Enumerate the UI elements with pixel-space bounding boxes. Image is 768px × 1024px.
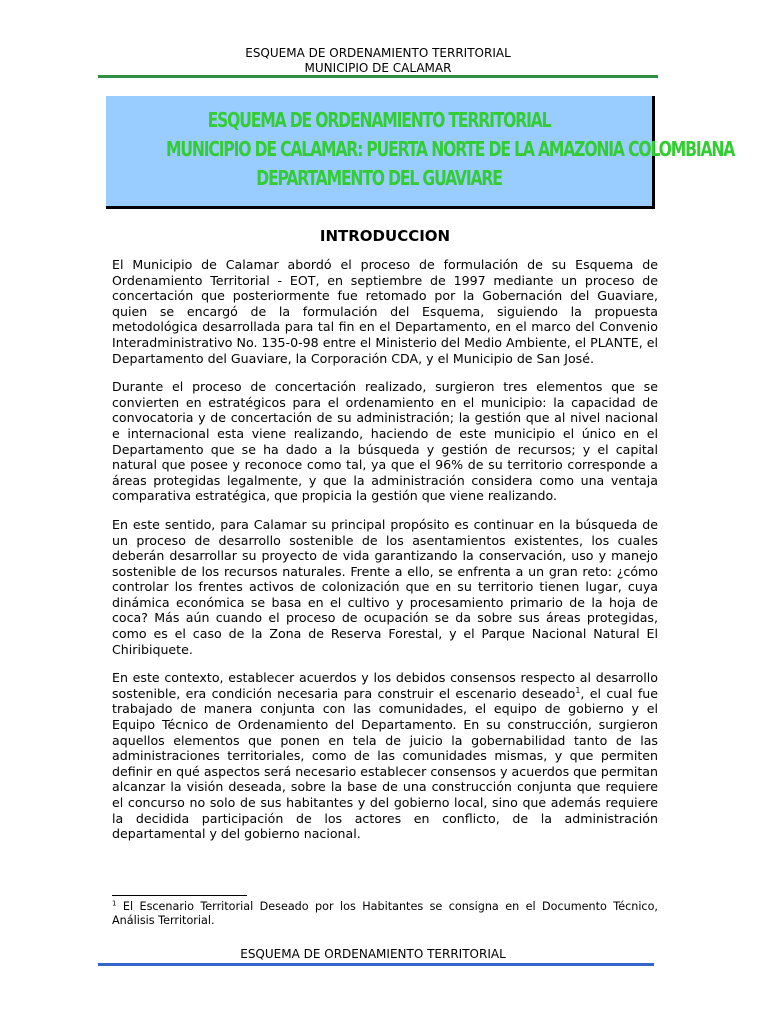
header-line-2: MUNICIPIO DE CALAMAR — [304, 61, 452, 75]
paragraph-2: Durante el proceso de concertación realizado, surgieron tres elementos que se convierten en estratégicos para el ordenamiento en el municipio: la capacidad de convocatoria y de concertación de su administración; la gestión que al nivel nacional e internacional esta viene realizando, haciendo de este municipio el único en el Departamento que se ha dado a la búsqueda y gestión de recursos; y el capital natural que posee y reconoce como tal, ya que el 96% de su territorio corresponde a áreas protegidas legalmente, y que la administración considera como una ventaja comparativa estratégica, que propicia la gestión que viene realizando. — [112, 379, 658, 504]
title-banner — [106, 96, 735, 209]
footer-rule — [98, 963, 654, 966]
paragraph-3: En este sentido, para Calamar su principal propósito es continuar en la búsqueda de un proceso de desarrollo sostenible de los asentamientos existentes, los cuales deberán desarrollar su proyecto de vida garantizando la conservación, uso y manejo sostenible de los recursos naturales. Frente a ello, se enfrenta a un gran reto: ¿cómo controlar los frentes activos de colonización que en su territorio tienen lugar, cuya dinámica económica se basa en el cultivo y procesamiento primario de la hoja de coca? Más aún cuando el proceso de ocupación se da sobre sus áreas protegidas, como es el caso de la Zona de Reserva Forestal, y el Parque Nacional Natural El Chiribiquete. — [112, 516, 658, 657]
banner-line-2: MUNICIPIO DE CALAMAR: PUERTA NORTE DE LA AMAZONIA COLOMBIANA — [166, 137, 735, 161]
paragraph-1: El Municipio de Calamar abordó el proceso de formulación de su Esquema de Ordenamiento Territorial - EOT, en septiembre de 1997 mediante un proceso de concertación que posteriormente fue retomado por la Gobernación del Guaviare, quien se encargó de la formulación del Esquema, siguiendo la propuesta metodológica desarrollada para tal fin en el Departamento, en el marco del Convenio Interadministrativo No. 135-0-98 entre el Ministerio del Medio Ambiente, el PLANTE, el Departamento del Guaviare, la Corporación CDA, y el Municipio de San José. — [112, 257, 658, 366]
footnote — [112, 900, 658, 928]
footnote-reference[interactable]: 1 — [575, 685, 581, 695]
paragraph-4 — [112, 670, 658, 842]
footnote-separator — [112, 895, 247, 896]
header-rule — [98, 75, 658, 78]
body-text — [112, 257, 658, 855]
paragraph-4-text-a: En este contexto, establecer acuerdos y los debidos consensos respecto al desarrollo sostenible, era condición necesaria para construir el escenario deseado — [112, 670, 658, 701]
page-header — [98, 46, 658, 76]
banner-line-1: ESQUEMA DE ORDENAMIENTO TERRITORIAL — [207, 108, 551, 132]
header-line-1: ESQUEMA DE ORDENAMIENTO TERRITORIAL — [245, 46, 511, 60]
page-footer: ESQUEMA DE ORDENAMIENTO TERRITORIAL — [240, 947, 506, 961]
banner-line-3: DEPARTAMENTO DEL GUAVIARE — [256, 166, 502, 190]
paragraph-4-text-b: , el cual fue trabajado de manera conjunta con las comunidades, el equipo de gobierno y el Equipo Técnico de Ordenamiento del Departamento. En su construcción, surgieron aquellos elementos que ponen en tela de juicio la gobernabilidad tanto de las administraciones territoriales, como de las comunidades mismas, y que permiten definir en qué aspectos será necesario establecer consensos y acuerdos que permitan alcanzar la visión deseada, sobre la base de una construcción conjunta que requiere el concurso no solo de sus habitantes y del gobierno local, sino que además requiere la decidida participación de los actores en conflicto, de la administración departamental y del gobierno nacional. — [112, 685, 658, 842]
footnote-text: El Escenario Territorial Deseado por los Habitantes se consigna en el Documento Técnico, Análisis Territorial. — [112, 900, 658, 927]
section-title: INTRODUCCION — [319, 227, 451, 245]
footnote-marker: 1 — [112, 899, 117, 908]
